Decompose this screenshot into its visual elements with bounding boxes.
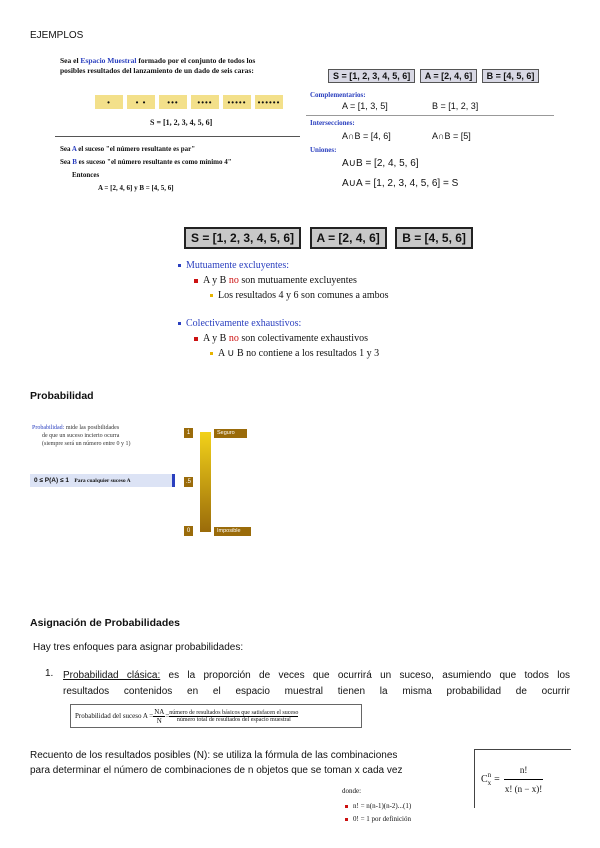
die-1-icon: • <box>95 95 123 109</box>
intro-line-1: Sea el Espacio Muestral formado por el conjunto de todos los <box>60 56 256 65</box>
prob-definition: Probabilidad: mide las posibilidades de que un suceso incierto ocurra (siempre será un número entre 0 y 1) <box>32 425 131 447</box>
classic-formula-box: Probabilidad del suceso A = $\frac{NA}{N}$ = número de resultados básicos que satisfacen el suceso número total de resultados del espacio muestral <box>70 704 362 728</box>
die-5-icon: ••••• <box>223 95 251 109</box>
scale-top-label: Seguro <box>214 429 247 438</box>
die-6-icon: •••••• <box>255 95 283 109</box>
die-3-icon: ••• <box>159 95 187 109</box>
scale-bot-label: Imposible <box>214 527 251 536</box>
int-acb: A∩B = [5] <box>432 131 471 141</box>
item-title: Probabilidad clásica: <box>63 670 161 681</box>
int-ab: A∩B = [4, 6] <box>342 131 391 141</box>
set-b-box: B = [4, 5, 6] <box>482 69 540 83</box>
bullet-icon <box>178 264 181 267</box>
set-b-box: B = [4, 5, 6] <box>395 227 473 249</box>
set-s-box: S = [1, 2, 3, 4, 5, 6] <box>184 227 301 249</box>
mutual-panel <box>178 258 389 303</box>
sample-space-panel <box>60 56 295 76</box>
combination-formula: C n x = $\frac{n!}{x! (n - x)!}$ <box>474 749 571 808</box>
item-classic: Probabilidad clásica: es la proporción de veces que ocurrirá un suceso, asumiendo que todos los resultados contenidos en el espacio muestral tienen la misma probabilidad de ocurrir <box>63 670 571 697</box>
donde-list: n! = n(n-1)(n-2)...(1) 0! = 1 por definición <box>345 800 411 826</box>
exhaustive-panel <box>178 316 379 361</box>
complementarios-label: Complementarios: <box>310 91 366 99</box>
events-ab: A = [2, 4, 6] y B = [4, 5, 6] <box>98 184 174 192</box>
intro-line-2: posibles resultados del lanzamiento de un dado de seis caras: <box>60 66 254 75</box>
die-4-icon: •••• <box>191 95 219 109</box>
asignacion-heading: Asignación de Probabilidades <box>30 617 180 629</box>
intersecciones-label: Intersecciones: <box>310 119 355 127</box>
asignacion-intro: Hay tres enfoques para asignar probabilidades: <box>33 642 244 653</box>
scale-top-value: 1 <box>184 428 193 438</box>
uniones-label: Uniones: <box>310 146 337 154</box>
bullet-icon <box>345 805 348 808</box>
uni-ab: A∪B = [2, 4, 5, 6] <box>342 158 419 169</box>
probability-scale-bar <box>200 432 211 532</box>
die-2-icon: • • <box>127 95 155 109</box>
event-a-line: Sea A el suceso "el número resultante es par" <box>60 145 196 153</box>
set-a-box: A = [2, 4, 6] <box>310 227 387 249</box>
prob-formula-bar: 0 ≤ P(A) ≤ 1 Para cualquier suceso A <box>30 474 175 487</box>
comp-a: A = [1, 3, 5] <box>342 101 388 111</box>
event-b-line: Sea B es suceso "el número resultante es como mínimo 4" <box>60 158 232 166</box>
bullet-icon <box>210 352 213 355</box>
mut-line-1: A y B no son mutuamente excluyentes <box>178 273 389 288</box>
divider <box>55 136 300 137</box>
bullet-icon <box>345 818 348 821</box>
bullet-icon <box>210 294 213 297</box>
dice-row <box>95 95 283 109</box>
set-boxes-top <box>328 66 539 84</box>
scale-mid-value: .5 <box>185 479 191 485</box>
bullet-icon <box>194 279 198 283</box>
ejemplos-heading: EJEMPLOS <box>30 30 84 41</box>
mut-line-2: Los resultados 4 y 6 son comunes a ambos <box>178 288 389 303</box>
divider <box>306 115 554 116</box>
entonces-label: Entonces <box>72 171 100 179</box>
scale-bot-value: 0 <box>184 526 193 536</box>
bullet-icon <box>178 322 181 325</box>
col-line-2: A ∪ B no contiene a los resultados 1 y 3 <box>178 346 379 361</box>
bullet-icon <box>194 337 198 341</box>
sample-space-set: S = [1, 2, 3, 4, 5, 6] <box>150 118 213 127</box>
uni-aac: A∪A = [1, 2, 3, 4, 5, 6] = S <box>342 178 459 189</box>
donde-label: donde: <box>342 787 362 795</box>
set-boxes-center <box>184 227 477 249</box>
comp-b: B = [1, 2, 3] <box>432 101 479 111</box>
set-s-box: S = [1, 2, 3, 4, 5, 6] <box>328 69 415 83</box>
mutuamente-label: Mutuamente excluyentes: <box>178 258 389 273</box>
col-line-1: A y B no son colectivamente exhaustivos <box>178 331 379 346</box>
probabilidad-heading: Probabilidad <box>30 390 94 402</box>
set-a-box: A = [2, 4, 6] <box>420 69 477 83</box>
item-number: 1. <box>45 668 54 679</box>
recuento-paragraph: Recuento de los resultados posibles (N): se utiliza la fórmula de las combinaciones para determinar el número de combinaciones de n objetos que se toman x cada vez <box>30 750 403 776</box>
colectivamente-label: Colectivamente exhaustivos: <box>178 316 379 331</box>
events-panel <box>60 143 232 195</box>
